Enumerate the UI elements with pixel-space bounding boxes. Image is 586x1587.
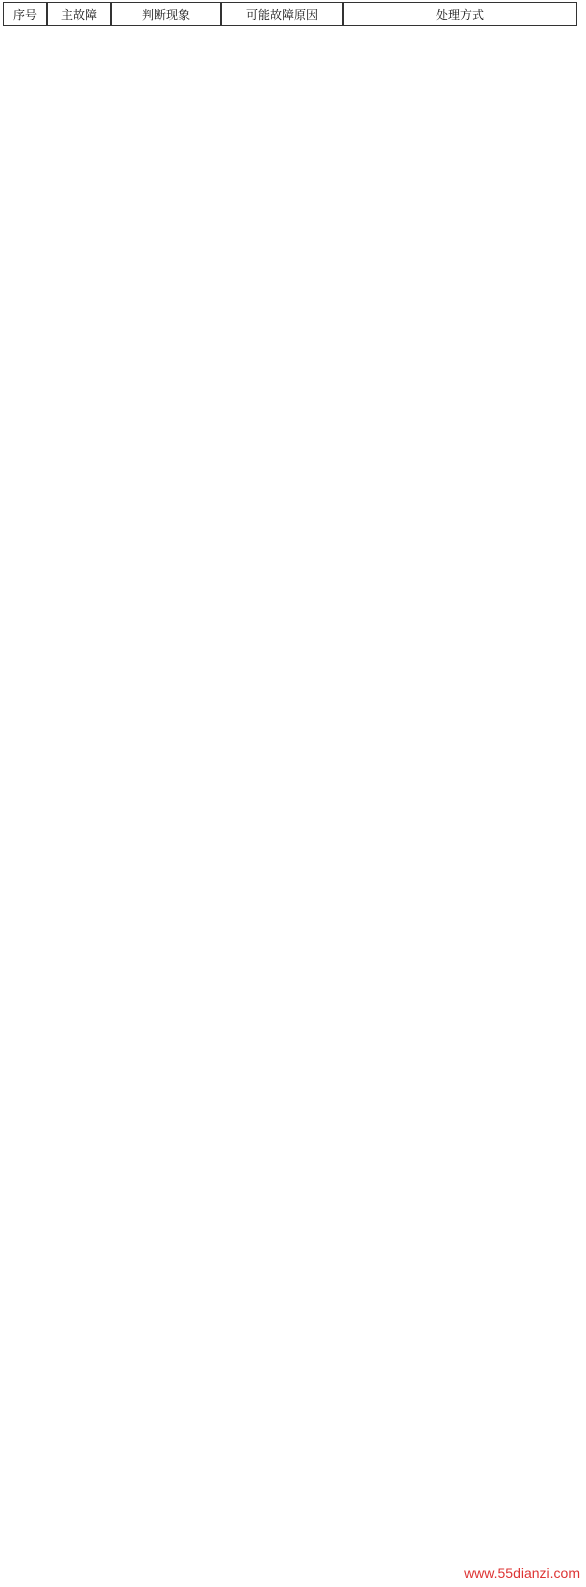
header-main: 主故障 bbox=[47, 2, 111, 26]
table-header bbox=[3, 2, 577, 26]
header-judge: 判断现象 bbox=[111, 2, 221, 26]
header-cause: 可能故障原因 bbox=[221, 2, 343, 26]
header-fix: 处理方式 bbox=[343, 2, 577, 26]
header-no: 序号 bbox=[3, 2, 47, 26]
watermark: www.55dianzi.com bbox=[464, 1565, 580, 1581]
